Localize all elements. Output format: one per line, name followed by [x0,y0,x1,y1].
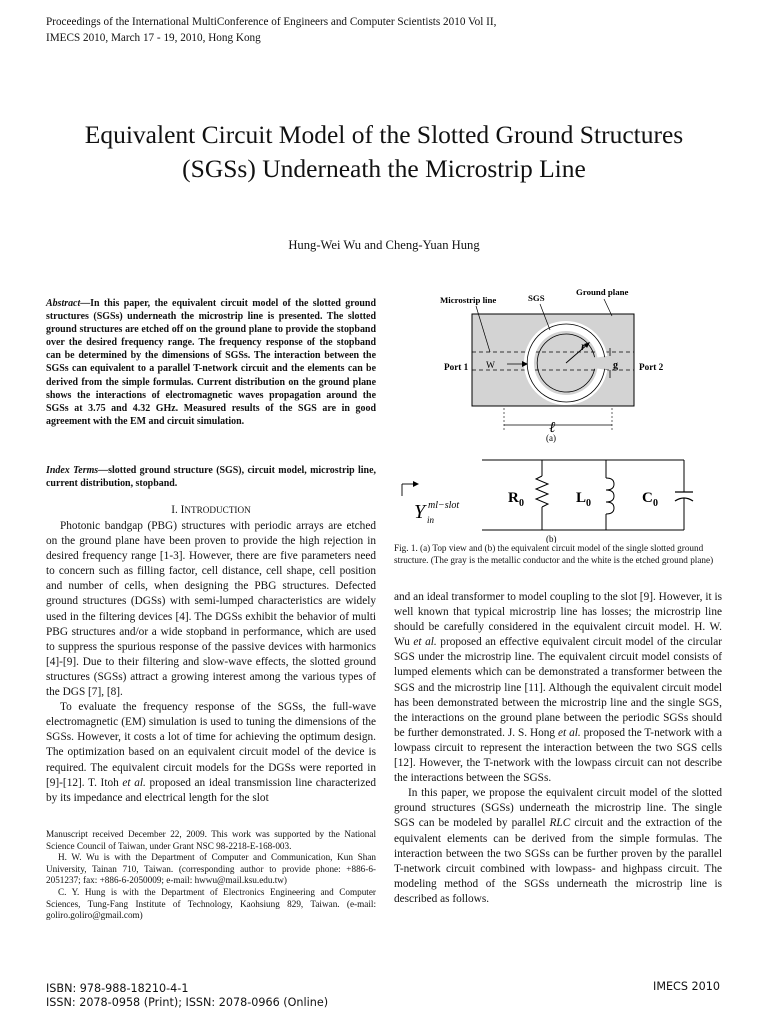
label-y-subscript: in [427,515,435,525]
label-c0-sub: 0 [653,498,658,509]
label-port-2: Port 2 [639,362,664,372]
footnotes [46,829,376,922]
section-number: I. [171,504,178,516]
right-p1-text-c: proposed the T-network with a lowpass circuit to represent the interaction between the two SGS cells [12]. However, the T-network with the lowpass circuit can not describe the interactions between the SGSs. [394,726,723,785]
introduction-body [46,519,376,806]
abstract [46,297,376,428]
right-p1-et-al: et al. [413,636,437,649]
footer-isbn: ISBN: 978-988-18210-4-1 [46,982,189,995]
label-r0-sub: 0 [519,498,524,509]
label-c0: C [642,490,653,506]
abstract-text: —In this paper, the equivalent circuit model of the slotted ground structures (SGSs) underneath the microstrip line is presented. The slotted ground structures are etched off on the ground plane to provide the stopband over the desired frequency range. The frequency response of the stopband can be determined by the dimensions of SGSs. The interaction between the SGSs can equivalent to a parallel T-network circuit and the elements can be derived from the simple formulas. Current distribution on the ground plane shows the interactions of electromagnetic waves propagation around the SGSs at 3.75 and 4.32 GHz. Measured results of the SGS are in good agreement with the EM and circuit simulation. [46,298,376,427]
figure-1a-top-view [394,282,724,444]
label-l0: L [576,490,587,506]
section-rest: NTRODUCTION [184,505,251,515]
footer-issn: ISSN: 2078-0958 (Print); ISSN: 2078-0966 (Online) [46,996,329,1009]
right-p2-rlc: RLC [549,817,571,830]
figure-1b-equivalent-circuit [394,446,724,543]
header-line-2: IMECS 2010, March 17 - 19, 2010, Hong Kong [46,32,261,44]
paper-title: Equivalent Circuit Model of the Slotted Ground Structures (SGSs) Underneath the Microstrip Line [84,120,684,183]
right-p2-text-b: circuit and the extraction of the equivalent elements can be derived from the simple formulas. The interaction between the two SGSs can be further proven by the parallel T-network circuit combined with lowpass- and highpass circuit. The modeling method of the SGSs underneath the microstrip line is described as follows. [394,817,722,905]
input-arrowhead [413,481,419,487]
intro-p2-et-al: et al. [122,776,146,789]
ground-plane-leader [604,299,612,316]
intro-paragraph-1: Photonic bandgap (PBG) structures with periodic arrays are etched on the ground plane have been proven to provide the high rejection in desired frequency range [1-3]. However, there are five parameters need to concern such as filling factor, cell distance, cell shape, cell position and number of cells, when designing the PBG structures. Defected ground structures (DGSs) with semi-lumped characteristics are widely used in the filtering devices [4]. The DGSs exhibit the behavior of multi PBG structures and/or a wide stopband in performance, which are used to suppress the spurious response of the passive devices with harmonics [4]-[9]. Due to their filtering and slow-wave effects, the slotted ground structures (SGSs) attract a growing interest among the various types of the DGS [7], [8]. [46,520,376,699]
label-w: W [486,361,495,371]
right-p2-text-a: In this paper, we propose the equivalent circuit model of the slotted ground structures (SGSs) underneath the microstrip line. The single SGS can be modeled by parallel [394,787,722,830]
right-p1-text-a: and an ideal transformer to model coupling to the slot [9]. However, it is well known that typical microstrip line has losses; the microstrip line should be carefully considered in the equivalent circuit model. H. W. Wu [394,591,722,649]
label-ell: ℓ [549,420,556,436]
index-terms-lead: Index Terms [46,465,99,476]
right-paragraph-1 [394,590,722,786]
right-p1-et-al-2: et al. [558,726,581,739]
label-r: r [581,339,586,353]
label-subfigure-b: (b) [546,534,557,543]
label-y-superscript: ml−slot [428,500,460,511]
index-terms [46,464,376,490]
label-microstrip-line: Microstrip line [440,295,497,305]
label-l0-sub: 0 [586,498,591,509]
label-ground-plane: Ground plane [576,287,629,297]
index-terms-text: —slotted ground structure (SGS), circuit model, microstrip line, current distribution, stopband. [46,465,376,490]
footer-left [46,982,328,1010]
intro-paragraph-2 [46,700,376,806]
right-paragraph-2 [394,786,722,907]
figure-caption: Fig. 1. (a) Top view and (b) the equivalent circuit model of the single slotted ground structure. (The gray is the metallic conductor and the white is the etched ground plane) [394,543,714,565]
proceedings-header [46,14,726,46]
section-heading-introduction [46,504,376,516]
abstract-lead: Abstract [46,298,81,309]
right-column-body [394,590,722,907]
authors: Hung-Wei Wu and Cheng-Yuan Hung [288,238,480,252]
intro-p2-text-a: To evaluate the frequency response of the SGSs, the full-wave electromagnetic (EM) simulation is used to tuning the dimensions of the SGSs. However, it costs a lot of time for achieving the optimum design. The optimization based on an equivalent circuit model of the device is required. The equivalent circuit models for the DGSs were reported in [9]-[12]. T. Itoh [46,701,376,789]
label-subfigure-a: (a) [546,433,556,443]
label-r0: R [508,490,519,506]
l0-inductor [606,478,614,514]
label-sgs: SGS [528,293,545,303]
section-first-letter: I [180,504,185,516]
label-y-in: Y [414,501,426,523]
label-g: g [613,360,618,371]
footnote-author-2: C. Y. Hung is with the Department of Electronics Engineering and Computer Sciences, Tung-Fang Institute of Technology, Kaohsiung 829, Taiwan. (e-mail: goliro.goliro@gmail.com) [46,886,376,921]
r0-resistor [536,476,548,507]
intro-p2-text-b: proposed an ideal transmission line characterized by its impedance and electrical length for the slot [46,776,376,804]
right-p1-text-b: proposed an effective equivalent circuit model of the circular SGS under the microstrip line. The equivalent circuit model consists of lumped elements which can be demonstrated a transformer between the SGS and the microstrip line [11]. Although the equivalent circuit model has been demonstrated between the microstrip line and the single SGS, the interactions on the ground plane between the periodic SGSs should be further demonstrated. J. S. Hong [394,636,722,739]
footnote-manuscript: Manuscript received December 22, 2009. This work was supported by the National Science Council of Taiwan, under Grant NSC 98-2218-E-168-003. [46,829,376,851]
footnote-author-1: H. W. Wu is with the Department of Computer and Communication, Kun Shan University, Tainan 710, Taiwan. (corresponding author to provide phone: +886-6-2051237; fax: +886-6-2050009; e-mail: hwwu@mail.ksu.edu.tw) [46,852,376,886]
label-port-1: Port 1 [444,362,469,372]
footer-conference: IMECS 2010 [653,980,720,993]
header-line-1: Proceedings of the International MultiConference of Engineers and Computer Scientists 2010 Vol II, [46,16,497,28]
